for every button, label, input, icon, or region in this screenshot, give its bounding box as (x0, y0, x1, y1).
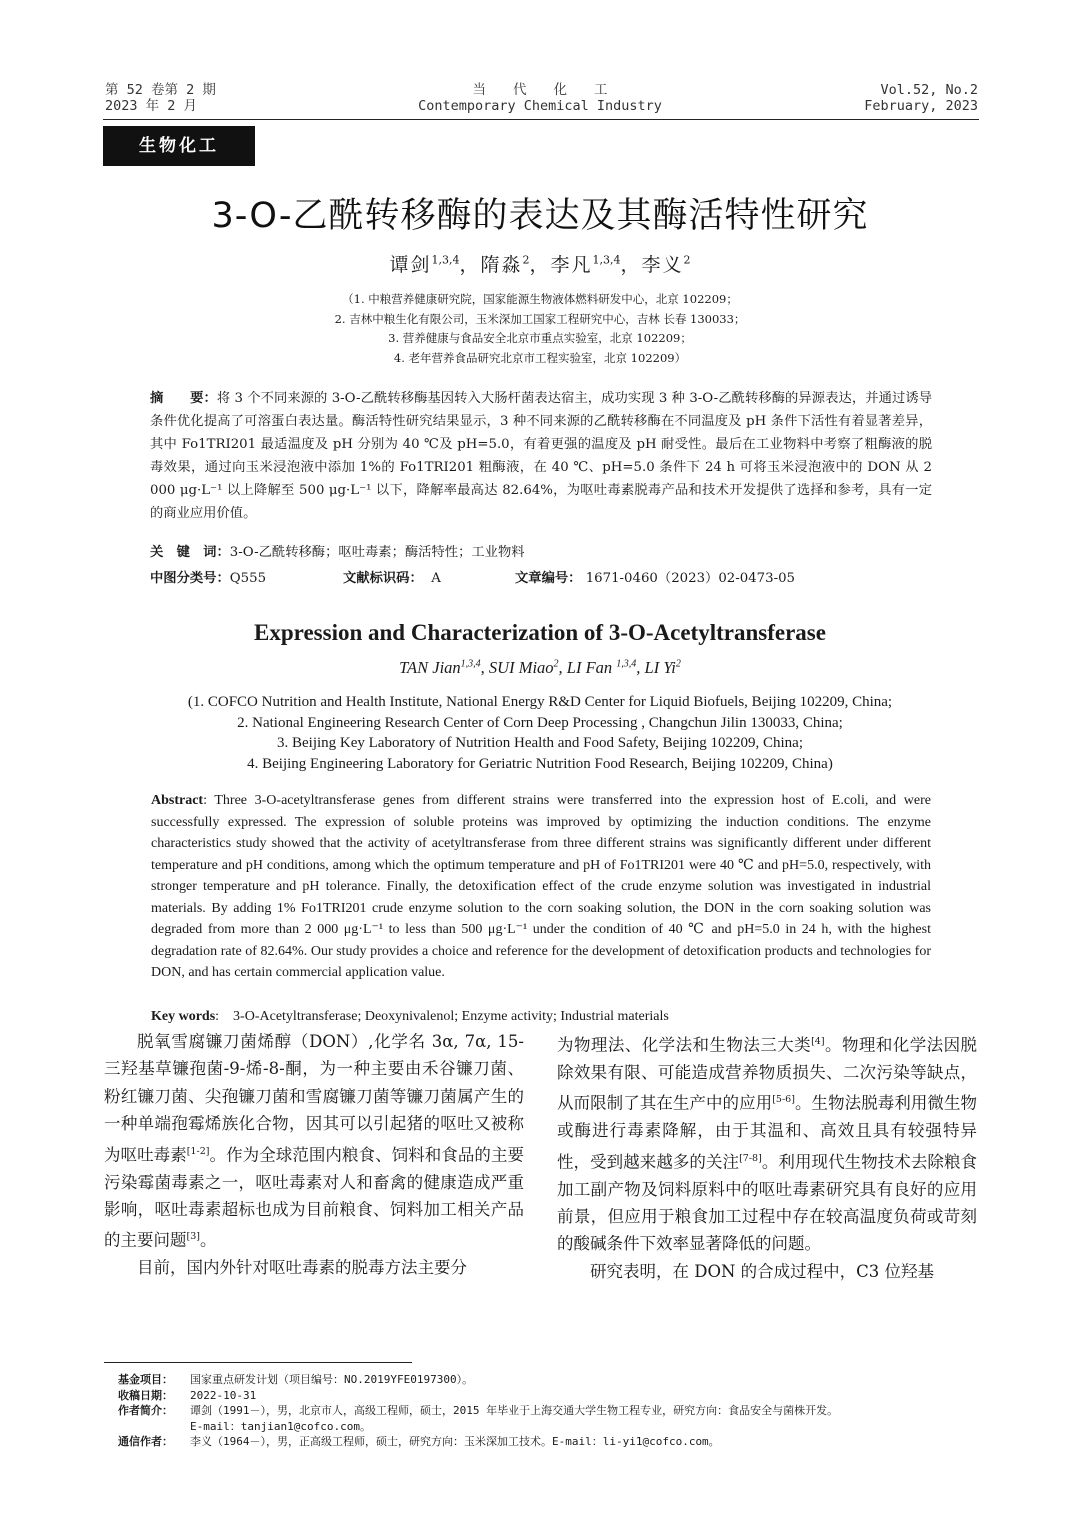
footnote-key (118, 1419, 190, 1435)
author-name: TAN Jian (399, 658, 461, 677)
keywords-en-text: : 3-O-Acetyltransferase; Deoxynivalenol; Enzyme activity; Industrial materials (215, 1009, 669, 1024)
body-paragraph: 研究表明，在 DON 的合成过程中，C3 位羟基 (590, 1261, 935, 1281)
abstract-en (151, 790, 931, 984)
footnote-rule (104, 1362, 412, 1363)
author-separator: , (558, 658, 567, 677)
doc-code-label: 文献标识码： (343, 571, 423, 586)
author-affiliation-mark: 1,3,4 (431, 253, 460, 267)
body-text: 为物理法、化学法和生物法三大类 (557, 1035, 812, 1055)
paper-title-en: Expression and Characterization of 3-O-Acetyltransferase (254, 620, 826, 645)
header-volume-issue-en: Vol.52, No.2 (880, 82, 978, 98)
footnote-row (118, 1388, 998, 1404)
author-name: LI Fan (566, 658, 617, 677)
author-separator: , (636, 658, 645, 677)
body-text: 脱氧雪腐镰刀菌烯醇（DON）,化学名 3α, 7α, 15-三羟基草镰孢菌-9-烯-8-酮，为一种主要由禾谷镰刀菌、粉红镰刀菌、尖孢镰刀菌和雪腐镰刀菌等镰刀菌属产生的一种单端孢霉烯族化合物，因其可以引起猪的呕吐又被称为呕吐毒素 (104, 1032, 524, 1165)
author-name: 李义 (641, 254, 684, 276)
journal-name-cn: 当 代 化 工 (472, 82, 608, 98)
citation: [1-2] (186, 1145, 210, 1157)
footnote-row (118, 1372, 998, 1388)
footnote-value: E-mail：tanjian1@cofco.com。 (190, 1419, 371, 1433)
body-paragraph (104, 1028, 524, 1254)
affiliation-line: 3. Beijing Key Laboratory of Nutrition Health and Food Safety, Beijing 102209, China; (276, 735, 804, 751)
footnote-value: 谭剑（1991－），男，北京市人，高级工程师，硕士，2015 年毕业于上海交通大学生物工程专业，研究方向：食品安全与菌株开发。 (190, 1404, 839, 1417)
citation: [3] (186, 1231, 200, 1243)
abstract-cn-text: 将 3 个不同来源的 3-O-乙酰转移酶基因转入大肠杆菌表达宿主，成功实现 3 种 3-O-乙酰转移酶的异源表达，并通过诱导条件优化提高了可溶蛋白表达量。酶活特性研究结果显示，3 种不同来源的乙酰转移酶在不同温度及 pH 条件下活性有着显著差异，其中 Fo1TRI201 最适温度及 pH 分别为 40 ℃及 pH=5.0，有着更强的温度及 pH 耐受性。最后在工业物料中考察了粗酶液的脱毒效果，通过向玉米浸泡液中添加 1%的 Fo1TRI201 粗酶液，在 40 ℃、pH=5.0 条件下 24 h 可将玉米浸泡液中的 DON 从 2 000 μg·L⁻¹ 以上降解至 500 μg·L⁻¹ 以下，降解率最高达 82.64%，为呕吐毒素脱毒产品和技术开发提供了选择和参考，具有一定的商业应用价值。 (150, 391, 933, 521)
author-separator: , (480, 658, 489, 677)
affiliation-line: 2. 吉林中粮生化有限公司，玉米深加工国家工程研究中心，吉林 长春 130033； (334, 311, 746, 326)
body-text: 。作为全球范围内粮食、饲料和食品的主要污染霉菌毒素之一，呕吐毒素对人和畜禽的健康造成严重影响，呕吐毒素超标也成为目前粮食、饲料加工相关产品的主要问题 (104, 1145, 525, 1250)
author-affiliation-mark: 2 (683, 253, 691, 267)
body-column-right (557, 1028, 977, 1285)
doc-code-value: A (431, 571, 441, 586)
citation: [4] (811, 1036, 825, 1047)
article-no-value: 1671-0460（2023）02-0473-05 (585, 571, 795, 586)
author-list-en (0, 658, 1080, 678)
footnote-row (118, 1419, 998, 1435)
keywords-cn-text: 3-O-乙酰转移酶；呕吐毒素；酶活特性；工业物料 (229, 545, 525, 560)
affiliation-line: 4. Beijing Engineering Laboratory for Geriatric Nutrition Food Research, Beijing 102209, China) (247, 755, 833, 772)
header-date-en: February, 2023 (864, 98, 978, 114)
footnote-key: 通信作者： (118, 1435, 173, 1448)
body-text: 。 (199, 1230, 217, 1250)
author-affiliation-mark: 1,3,4 (616, 658, 637, 670)
article-no-label: 文章编号： (515, 571, 582, 586)
keywords-cn-label: 关 键 词： (150, 545, 230, 560)
body-text: 。利用现代生物技术去除粮食加工副产物及饲料原料中的呕吐毒素研究具有良好的应用前景，但应用于粮食加工过程中存在较高温度负荷或苛刻的酸碱条件下效率显著降低的问题。 (557, 1152, 978, 1254)
footnote-value: 2022-10-31 (190, 1388, 257, 1402)
footnote-row (118, 1434, 998, 1450)
keywords-en (151, 1006, 931, 1028)
footnote-key: 基金项目： (118, 1373, 173, 1386)
affiliations-en (0, 692, 1080, 774)
journal-name-en: Contemporary Chemical Industry (418, 98, 662, 114)
author-affiliation-mark: 2 (522, 253, 530, 267)
body-column-left (104, 1028, 524, 1282)
author-list-cn (0, 250, 1080, 277)
abstract-cn-label: 摘 要： (150, 391, 217, 406)
footnote-key: 作者简介： (118, 1404, 173, 1417)
author-affiliation-mark: 2 (675, 658, 681, 670)
citation: [5-6] (772, 1094, 795, 1106)
header-date-cn: 2023 年 2 月 (105, 98, 198, 114)
citation: [7-8] (739, 1152, 762, 1164)
abstract-en-text: : Three 3-O-acetyltransferase genes from different strains were transferred into the expression host of E.coli, and were successfully expressed. The expression of soluble proteins was improved by optimizing the induction conditions. The enzyme characteristics study showed that the activity of acetyltransferase from three different strains was significantly different under different temperature and pH conditions, among which the optimum temperature and pH of Fo1TRI201 were 40 ℃ and pH=5.0, respectively, with stronger temperature and pH tolerance. Finally, the detoxification effect of the crude enzyme solution was investigated in industrial materials. By adding 1% Fo1TRI201 crude enzyme solution to the corn soaking solution, the DON in the corn soaking solution was degraded from more than 2 000 μg·L⁻¹ to less than 500 μg·L⁻¹ under the condition of 40 ℃ and pH=5.0 in 24 h, with the highest degradation rate of 82.64%. Our study provides a choice and reference for the development of detoxification products and technologies for DON, and has certain commercial application value. (151, 793, 931, 980)
header-volume-issue: 第 52 卷第 2 期 (105, 82, 216, 98)
author-name: SUI Miao (488, 658, 554, 677)
footnote-value: 李义（1964－），男，正高级工程师，硕士，研究方向：玉米深加工技术。E-mail：li-yi1@cofco.com。 (190, 1435, 720, 1448)
body-text: 。生物法脱毒利用微生物或酶进行毒素降解，由于其温和、高效且具有较强特异性，受到越来越多的关注 (557, 1093, 978, 1172)
footnote-row (118, 1403, 998, 1419)
affiliation-line: 4. 老年营养食品研究北京市工程实验室，北京 102209） (393, 350, 687, 365)
abstract-cn (150, 387, 932, 525)
keywords-cn (150, 541, 932, 564)
affiliation-line: (1. COFCO Nutrition and Health Institute, National Energy R&D Center for Liquid Biofuels, Beijing 102209, China; (187, 694, 893, 710)
affiliation-line: （1. 中粮营养健康研究院，国家能源生物液体燃料研发中心，北京 102209； (342, 292, 738, 306)
classification-line (150, 567, 950, 590)
author-separator: ， (459, 254, 481, 276)
footnotes (118, 1372, 998, 1450)
header-volume-en (864, 82, 978, 114)
section-tag: 生物化工 (103, 126, 255, 166)
paper-title-cn: 3-O-乙酰转移酶的表达及其酶活特性研究 (211, 196, 869, 236)
author-affiliation-mark: 2 (553, 658, 559, 670)
author-name: 谭剑 (389, 254, 432, 276)
author-affiliation-mark: 1,3,4 (592, 253, 621, 267)
clc-label: 中图分类号： (150, 571, 230, 586)
affiliations-cn (0, 290, 1080, 368)
footnote-value: 国家重点研发计划（项目编号：NO.2019YFE0197300）。 (190, 1373, 474, 1386)
header-rule (103, 119, 979, 120)
author-name: 李凡 (550, 254, 593, 276)
affiliation-line: 3. 营养健康与食品安全北京市重点实验室，北京 102209； (388, 331, 692, 345)
body-text: 。物理和化学法因脱除效果有限、可能造成营养物质损失、二次污染等缺点，从而限制了其在生产中的应用 (557, 1035, 978, 1113)
clc-value: Q555 (229, 571, 267, 586)
author-name: LI Yi (644, 658, 676, 677)
abstract-en-label: Abstract (151, 793, 204, 808)
author-separator: ， (529, 254, 551, 276)
author-separator: ， (620, 254, 642, 276)
body-paragraph (557, 1028, 977, 1258)
author-affiliation-mark: 1,3,4 (460, 658, 481, 670)
body-paragraph: 目前，国内外针对呕吐毒素的脱毒方法主要分 (137, 1258, 467, 1278)
keywords-en-label: Key words (151, 1009, 216, 1024)
footnote-key: 收稿日期： (118, 1388, 173, 1402)
affiliation-line: 2. National Engineering Research Center of Corn Deep Processing , Changchun Jilin 130033, China; (237, 714, 843, 731)
author-name: 隋淼 (480, 254, 523, 276)
